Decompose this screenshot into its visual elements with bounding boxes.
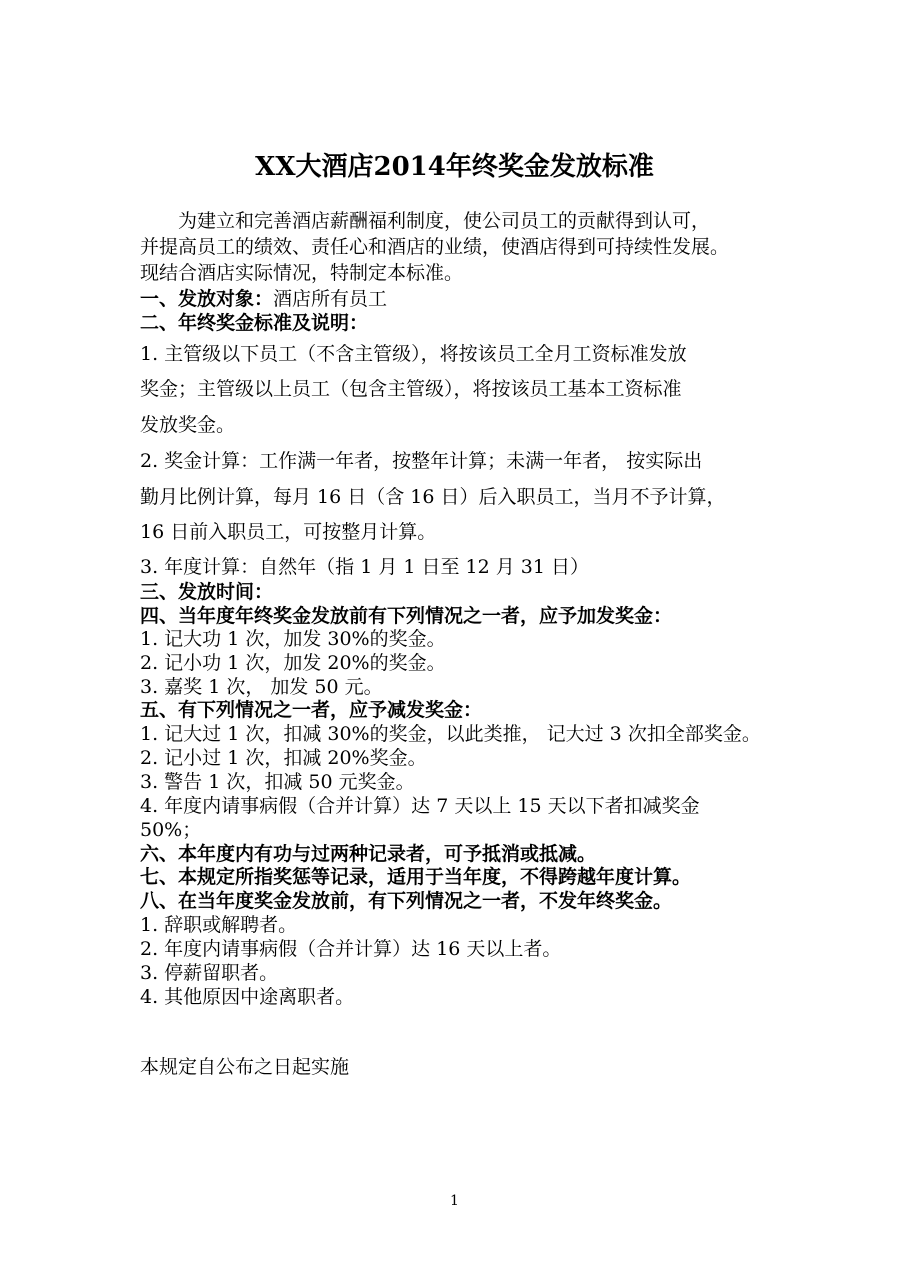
list-item: 1. 记大过 1 次，扣减 30%的奖金，以此类推， 记大过 3 次扣全部奖金。 [140, 723, 761, 745]
paragraph-line: 为建立和完善酒店薪酬福利制度，使公司员工的贡献得到认可， [178, 210, 711, 232]
list-item: 2. 记小功 1 次，加发 20%的奖金。 [140, 652, 446, 674]
paragraph-line: 现结合酒店实际情况，特制定本标准。 [140, 262, 464, 284]
section-heading-6: 六、本年度内有功与过两种记录者，可予抵消或抵减。 [140, 843, 597, 865]
page-number: 1 [450, 1193, 459, 1209]
section-heading-3: 三、发放时间： [140, 581, 274, 603]
section-heading-4: 四、当年度年终奖金发放前有下列情况之一者，应予加发奖金： [140, 605, 673, 627]
list-item: 3. 年度计算：自然年（指 1 月 1 日至 12 月 31 日） [140, 556, 590, 578]
list-item: 3. 停薪留职者。 [140, 962, 279, 984]
list-item: 16 日前入职员工，可按整月计算。 [140, 521, 437, 543]
list-item: 奖金；主管级以上员工（包含主管级），将按该员工基本工资标准 [140, 378, 682, 400]
section-heading-8: 八、在当年度奖金发放前，有下列情况之一者，不发年终奖金。 [140, 890, 673, 912]
list-item: 50%； [140, 819, 202, 841]
list-item: 2. 奖金计算：工作满一年者，按整年计算；未满一年者， 按实际出 [140, 450, 703, 472]
list-item: 发放奖金。 [140, 414, 236, 436]
list-item: 4. 其他原因中途离职者。 [140, 986, 355, 1008]
list-item: 3. 嘉奖 1 次， 加发 50 元。 [140, 676, 383, 698]
section-heading-5: 五、有下列情况之一者，应予减发奖金： [140, 699, 483, 721]
list-item: 2. 记小过 1 次，扣减 20%奖金。 [140, 747, 427, 769]
list-item: 2. 年度内请事病假（合并计算）达 16 天以上者。 [140, 938, 562, 960]
list-item: 勤月比例计算，每月 16 日（含 16 日）后入职员工，当月不予计算， [140, 486, 726, 508]
list-item: 1. 辞职或解聘者。 [140, 914, 298, 936]
list-item: 3. 警告 1 次，扣减 50 元奖金。 [140, 771, 415, 793]
list-item: 4. 年度内请事病假（合并计算）达 7 天以上 15 天以下者扣减奖金 [140, 795, 700, 817]
document-title: XX大酒店2014年终奖金发放标准 [255, 152, 654, 182]
section-heading-label: 一、发放对象： [140, 288, 274, 310]
section-heading-value: 酒店所有员工 [273, 288, 388, 310]
section-heading-1 [140, 287, 387, 311]
list-item: 1. 记大功 1 次，加发 30%的奖金。 [140, 628, 446, 650]
section-heading-2: 二、年终奖金标准及说明： [140, 312, 369, 334]
section-heading-7: 七、本规定所指奖惩等记录，适用于当年度，不得跨越年度计算。 [140, 866, 692, 888]
list-item: 1. 主管级以下员工（不含主管级），将按该员工全月工资标准发放 [140, 343, 687, 365]
closing-statement: 本规定自公布之日起实施 [140, 1056, 350, 1078]
paragraph-line: 并提高员工的绩效、责任心和酒店的业绩，使酒店得到可持续性发展。 [140, 236, 730, 258]
